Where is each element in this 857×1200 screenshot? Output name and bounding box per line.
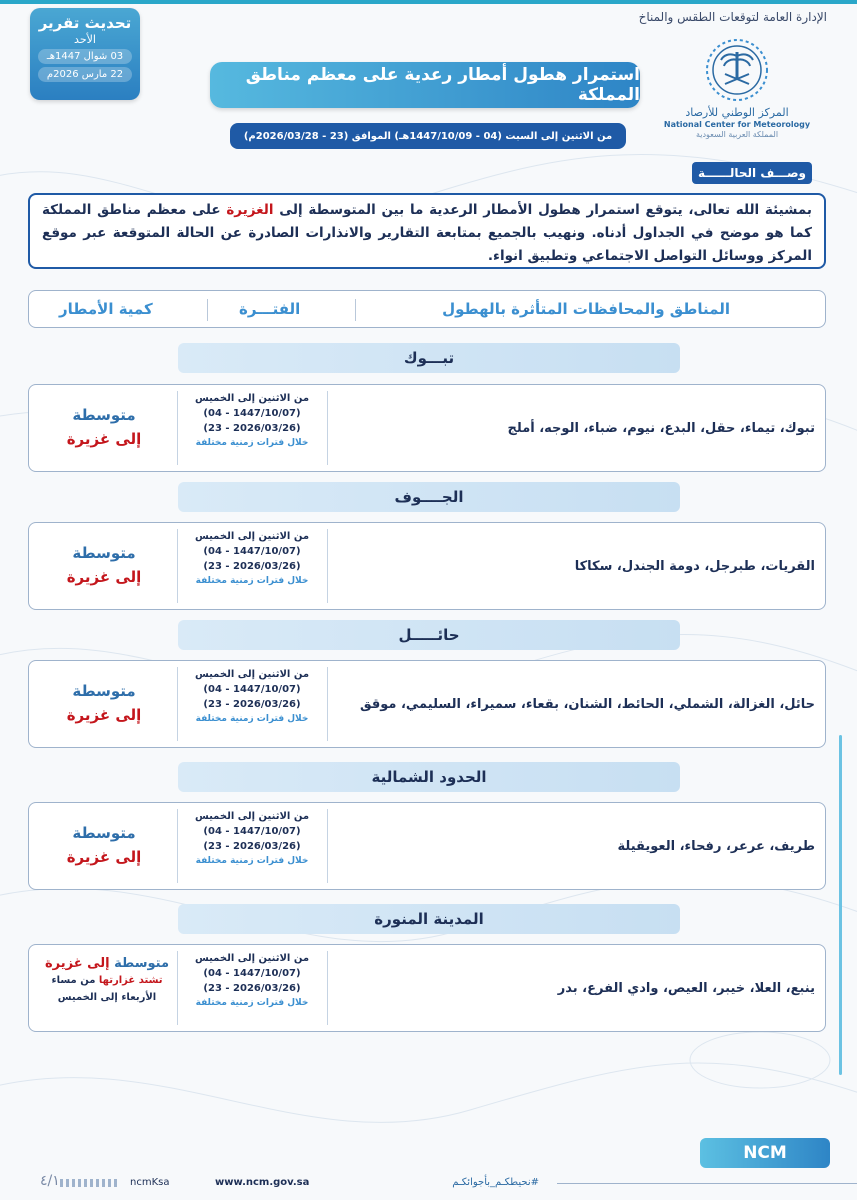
palm-swords-emblem-icon (705, 38, 769, 102)
amount-level-high: إلى غزيرة (66, 706, 142, 724)
region-areas: طريف، عرعر، رفحاء، العويقيلة (617, 838, 815, 854)
row-divider (177, 529, 178, 603)
ncm-logo (662, 38, 812, 139)
period-hijri: (1447/10/07 - 04) (203, 968, 301, 979)
agency-name: الإدارة العامة لتوقعات الطقس والمناخ (638, 10, 827, 24)
social-handle[interactable]: ncmKsa (130, 1177, 170, 1188)
region-amount (39, 679, 169, 727)
amount-level: متوسطة (72, 682, 136, 700)
period-gregorian: (2026/03/26 - 23) (203, 423, 301, 434)
region-amount (39, 403, 169, 451)
region-amount (37, 955, 177, 1006)
row-divider (177, 391, 178, 465)
region-row-northern-borders (28, 802, 826, 890)
period-gregorian: (2026/03/26 - 23) (203, 699, 301, 710)
row-divider (327, 391, 328, 465)
status-description (28, 193, 826, 269)
page-title: استمرار هطول أمطار رعدية على معظم مناطق المملكة (210, 62, 640, 108)
period-note: خلال فترات زمنية مختلفة (195, 576, 309, 586)
row-divider (177, 809, 178, 883)
period-gregorian: (2026/03/26 - 23) (203, 983, 301, 994)
period-note: خلال فترات زمنية مختلفة (195, 856, 309, 866)
logo-country: المملكة العربية السعودية (695, 130, 779, 139)
period-days: من الاثنين إلى الخميس (194, 393, 310, 404)
footer (0, 1175, 857, 1195)
amount-level-high: إلى غزيرة (66, 568, 142, 586)
amount-level-high: إلى غزيرة (66, 430, 142, 448)
region-amount (39, 541, 169, 589)
logo-name-ar: المركز الوطني للأرصاد (685, 106, 789, 119)
date-range: من الاثنين إلى السبت (04 - 1447/10/09هـ) الموافق (23 - 2026/03/28م) (230, 123, 626, 149)
region-areas: ينبع، العلا، خيبر، العيص، وادي الفرع، بدر (557, 980, 815, 996)
social-icons (60, 1179, 120, 1187)
region-title-jouf: الجــــوف (178, 482, 680, 512)
top-accent-line (0, 0, 857, 4)
badge-hijri-date: 03 شوال 1447هـ (38, 49, 132, 64)
amount-level: متوسطة (72, 544, 136, 562)
period-note: خلال فترات زمنية مختلفة (195, 998, 309, 1008)
update-badge (30, 8, 140, 100)
region-period (179, 809, 325, 869)
region-title-madinah: المدينة المنورة (178, 904, 680, 934)
amount-level: متوسطة (72, 824, 136, 842)
ncm-brand: NCM (700, 1138, 830, 1168)
amount-level-base: متوسطة (114, 956, 169, 971)
region-title-tabuk: تبـــوك (178, 343, 680, 373)
column-areas: المناطق والمحافظات المتأثرة بالهطول (442, 300, 730, 318)
period-gregorian: (2026/03/26 - 23) (203, 841, 301, 852)
footer-divider (557, 1183, 857, 1184)
period-days: من الاثنين إلى الخميس (194, 953, 310, 964)
website-link[interactable]: www.ncm.gov.sa (215, 1177, 310, 1188)
badge-day: الأحد (74, 33, 96, 46)
period-days: من الاثنين إلى الخميس (194, 811, 310, 822)
region-row-hail (28, 660, 826, 748)
page-number: ٤/١ (40, 1173, 60, 1189)
row-divider (177, 951, 178, 1025)
column-amount: كمية الأمطار (59, 300, 153, 318)
region-period (179, 529, 325, 589)
period-hijri: (1447/10/07 - 04) (203, 684, 301, 695)
region-row-tabuk (28, 384, 826, 472)
row-divider (327, 951, 328, 1025)
row-divider (177, 667, 178, 741)
column-divider (207, 299, 208, 321)
scrollbar[interactable] (839, 735, 842, 1075)
period-days: من الاثنين إلى الخميس (194, 669, 310, 680)
amount-level-high: إلى غزيرة (44, 956, 110, 971)
region-row-madinah (28, 944, 826, 1032)
amount-level (37, 955, 177, 972)
region-areas: القريات، طبرجل، دومة الجندل، سكاكا (574, 558, 815, 574)
region-areas: تبوك، تيماء، حقل، البدع، نيوم، ضباء، الوجه، أملج (507, 420, 815, 436)
row-divider (327, 667, 328, 741)
badge-gregorian-date: 22 مارس 2026م (38, 67, 132, 82)
region-row-jouf (28, 522, 826, 610)
table-header (28, 290, 826, 328)
row-divider (327, 529, 328, 603)
period-hijri: (1447/10/07 - 04) (203, 546, 301, 557)
period-note: خلال فترات زمنية مختلفة (195, 714, 309, 724)
status-label: وصـــف الحالــــــة (692, 162, 812, 184)
footer-hashtag: #نحيطكـم_بأجوائكـم (452, 1177, 539, 1188)
status-text-before: بمشيئة الله تعالى، يتوقع استمرار هطول الأمطار الرعدية ما بين المتوسطة إلى (279, 202, 813, 218)
amount-intensify-note (37, 972, 177, 989)
column-period: الفتـــرة (239, 300, 301, 318)
region-period (179, 667, 325, 727)
region-title-northern-borders: الحدود الشمالية (178, 762, 680, 792)
region-amount (39, 821, 169, 869)
region-title-hail: حائـــــل (178, 620, 680, 650)
intensify-text: تشتد غزارتها (98, 975, 163, 986)
status-highlight: الغزيرة (226, 202, 274, 218)
badge-title: تحديث تقرير (38, 14, 132, 32)
column-divider (355, 299, 356, 321)
status-text-after: على معظم مناطق المملكة كما هو موضح في الجداول أدناه. ونهيب بالجميع بمتابعة التقارير والانذارات الصادرة عن الحالة المتوقعة عبر موقع المركز ووسائل التواصل الاجتماعي وتطبيق انواء. (42, 202, 812, 264)
region-areas: حائل، الغزالة، الشملي، الحائط، الشنان، بقعاء، سميراء، السليمي، موقق (360, 696, 815, 712)
amount-level-high: إلى غزيرة (66, 848, 142, 866)
region-period (179, 951, 325, 1011)
period-note: خلال فترات زمنية مختلفة (195, 438, 309, 448)
intensify-from: من مساء (51, 975, 96, 986)
amount-level: متوسطة (72, 406, 136, 424)
period-hijri: (1447/10/07 - 04) (203, 826, 301, 837)
intensify-days: الأربعاء إلى الخميس (57, 992, 157, 1003)
period-days: من الاثنين إلى الخميس (194, 531, 310, 542)
row-divider (327, 809, 328, 883)
logo-name-en: National Center for Meteorology (663, 120, 811, 129)
region-period (179, 391, 325, 451)
period-hijri: (1447/10/07 - 04) (203, 408, 301, 419)
period-gregorian: (2026/03/26 - 23) (203, 561, 301, 572)
